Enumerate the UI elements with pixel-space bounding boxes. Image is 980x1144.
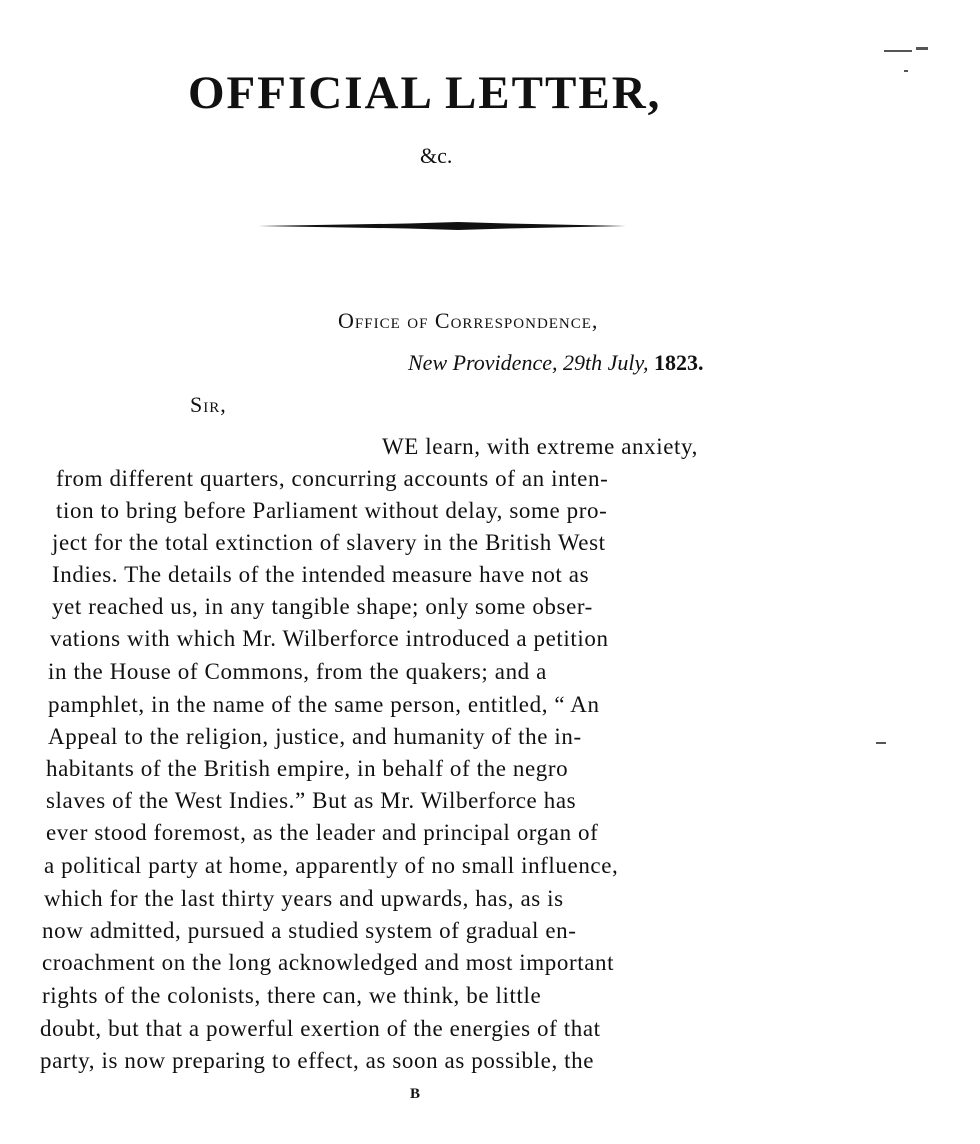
place-name: New Providence,	[408, 350, 558, 375]
body-line: ever stood foremost, as the leader and principal organ of	[46, 820, 599, 845]
body-line: party, is now preparing to effect, as soon as possible, the	[40, 1048, 595, 1073]
title-etcetera: &c.	[420, 143, 453, 168]
body-line: which for the last thirty years and upwards, has, as is	[44, 886, 564, 911]
body-line: tion to bring before Parliament without delay, some pro-	[56, 498, 608, 523]
letter-title: OFFICIAL LETTER,	[188, 67, 662, 119]
body-line: slaves of the West Indies.” But as Mr. Wilberforce has	[46, 788, 577, 813]
ink-speck	[884, 50, 912, 52]
body-line: croachment on the long acknowledged and most important	[42, 950, 615, 975]
ink-speck	[876, 742, 886, 744]
body-line: now admitted, pursued a studied system of gradual en-	[42, 918, 577, 943]
body-line: WE learn, with extreme anxiety,	[382, 434, 698, 459]
place-and-date	[408, 350, 704, 376]
body-line: doubt, but that a powerful exertion of the energies of that	[40, 1016, 601, 1041]
body-line: vations with which Mr. Wilberforce introduced a petition	[50, 626, 609, 651]
body-line: rights of the colonists, there can, we think, be little	[42, 983, 542, 1008]
signature-mark: B	[410, 1086, 421, 1102]
date-month: July,	[607, 350, 649, 375]
body-line: habitants of the British empire, in behalf of the negro	[46, 756, 569, 781]
body-line: Appeal to the religion, justice, and humanity of the in-	[48, 724, 582, 749]
ink-speck	[916, 47, 928, 50]
body-line: in the House of Commons, from the quakers; and a	[48, 659, 547, 684]
salutation: Sir,	[190, 392, 227, 417]
body-line: a political party at home, apparently of no small influence,	[44, 853, 619, 878]
body-line: yet reached us, in any tangible shape; only some obser-	[52, 594, 593, 619]
body-line: from different quarters, concurring accounts of an inten-	[56, 466, 609, 491]
body-line: pamphlet, in the name of the same person, entitled, “ An	[48, 692, 600, 717]
body-line: ject for the total extinction of slavery in the British West	[52, 530, 606, 555]
decorative-rule	[258, 220, 626, 232]
ink-speck	[904, 70, 908, 72]
date-day: 29th	[562, 350, 603, 375]
date-year: 1823.	[654, 350, 704, 375]
office-heading: Office of Correspondence,	[338, 308, 599, 333]
body-line: Indies. The details of the intended measure have not as	[52, 562, 590, 587]
